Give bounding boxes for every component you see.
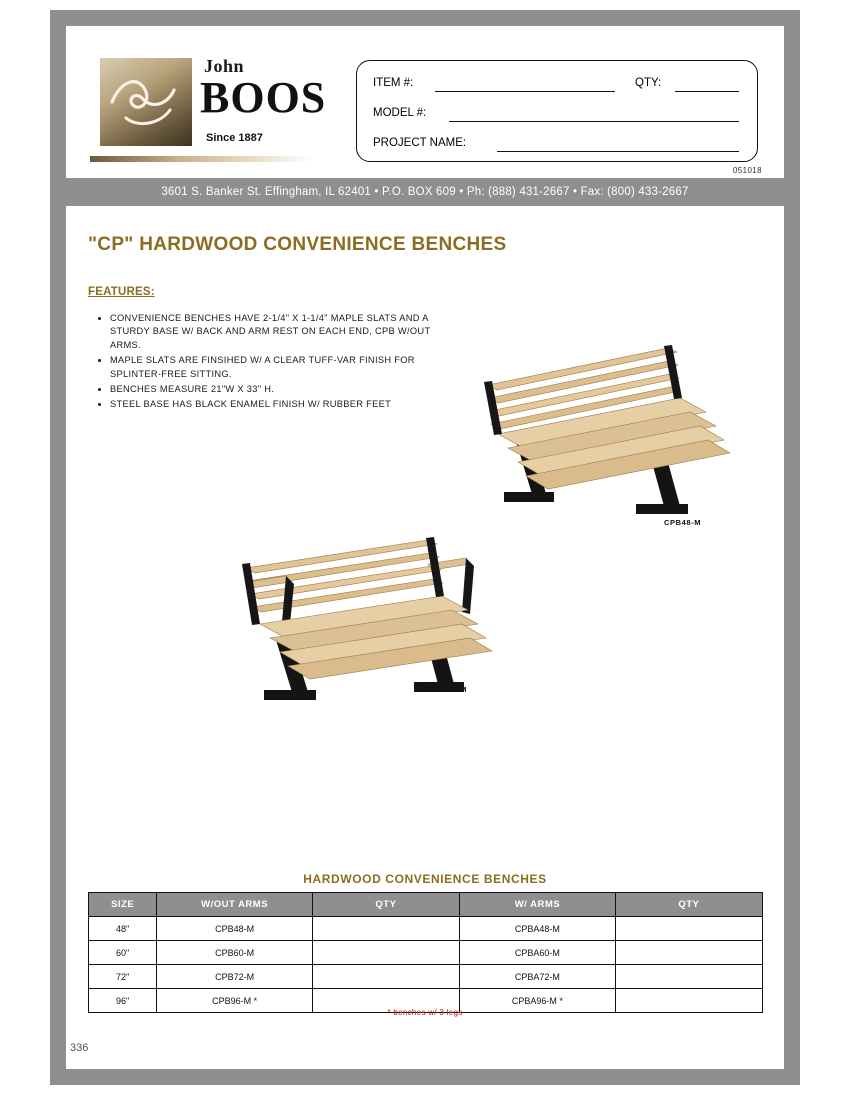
table-footnote: * benches w/ 3 legs (387, 1008, 463, 1017)
cell-model-without-arms: CPB72-M (157, 965, 313, 989)
bench-image-cpb48m (468, 330, 738, 520)
specification-table (88, 892, 763, 1013)
features-heading: FEATURES: (88, 286, 155, 298)
list-item: • MAPLE SLATS ARE FINSIHED W/ A CLEAR TUFF-VAR FINISH FOR SPLINTER-FREE SITTING. (110, 354, 460, 381)
table-header-row (89, 893, 763, 917)
cell-qty-with-arms[interactable] (615, 941, 762, 965)
bench-image-cpba48m (228, 520, 518, 710)
cell-model-without-arms: CPB60-M (157, 941, 313, 965)
cell-qty-without-arms[interactable] (312, 965, 459, 989)
cell-model-with-arms: CPBA60-M (460, 941, 616, 965)
logo-tagline: Since 1887 (206, 132, 263, 144)
cell-size: 60" (89, 941, 157, 965)
table-header-without-arms: W/OUT ARMS (157, 893, 313, 917)
logo-brand-main: BOOS (200, 73, 327, 122)
cell-model-without-arms: CPB48-M (157, 917, 313, 941)
table-row (89, 965, 763, 989)
cell-model-with-arms: CPBA48-M (460, 917, 616, 941)
table-row (89, 917, 763, 941)
document-code: 051018 (732, 166, 762, 175)
cell-qty-without-arms[interactable] (312, 917, 459, 941)
company-logo (86, 52, 327, 162)
bench-caption-bottom: CPBA48-M (424, 685, 468, 694)
model-number-field[interactable] (449, 121, 739, 122)
page-number: 336 (70, 1042, 89, 1054)
list-item: • STEEL BASE HAS BLACK ENAMEL FINISH W/ RUBBER FEET (110, 398, 460, 411)
list-item: • CONVENIENCE BENCHES HAVE 2-1/4" X 1-1/4" MAPLE SLATS AND A STURDY BASE W/ BACK AND ARM REST ON EACH END, CPB W/OUT ARMS. (110, 312, 460, 352)
cell-model-with-arms: CPBA72-M (460, 965, 616, 989)
page-header (66, 26, 784, 178)
item-number-label: ITEM #: (373, 77, 414, 89)
list-item: • BENCHES MEASURE 21"W X 33" H. (110, 383, 460, 396)
item-number-field[interactable] (435, 91, 615, 92)
model-number-label: MODEL #: (373, 107, 427, 119)
cell-size: 48" (89, 917, 157, 941)
features-list (88, 312, 460, 414)
cell-size: 72" (89, 965, 157, 989)
table-row (89, 941, 763, 965)
cell-qty-with-arms[interactable] (615, 917, 762, 941)
logo-brand-top: John (204, 56, 245, 76)
table-title: HARDWOOD CONVENIENCE BENCHES (303, 872, 547, 886)
project-name-field[interactable] (497, 151, 739, 152)
address-bar: 3601 S. Banker St. Effingham, IL 62401 • P.O. BOX 609 • Ph: (888) 431-2667 • Fax: (800) 433-2667 (66, 178, 784, 206)
order-form-box (356, 60, 758, 162)
bench-caption-top: CPB48-M (664, 518, 702, 527)
cell-model-without-arms: CPB96-M * (157, 989, 313, 1013)
logo-underline-bar (90, 156, 312, 162)
page-title: "CP" HARDWOOD CONVENIENCE BENCHES (88, 234, 507, 255)
table-header-qty-1: QTY (312, 893, 459, 917)
cell-qty-with-arms[interactable] (615, 965, 762, 989)
table-header-qty-2: QTY (615, 893, 762, 917)
qty-label: QTY: (635, 77, 662, 89)
cell-size: 96" (89, 989, 157, 1013)
qty-field[interactable] (675, 91, 739, 92)
table-header-with-arms: W/ ARMS (460, 893, 616, 917)
logo-artwork-icon (100, 58, 192, 146)
cell-qty-without-arms[interactable] (312, 941, 459, 965)
table-header-size: SIZE (89, 893, 157, 917)
project-name-label: PROJECT NAME: (373, 137, 467, 149)
logo-swoosh-icon (108, 72, 184, 132)
cell-model-with-arms: CPBA96-M * (460, 989, 616, 1013)
